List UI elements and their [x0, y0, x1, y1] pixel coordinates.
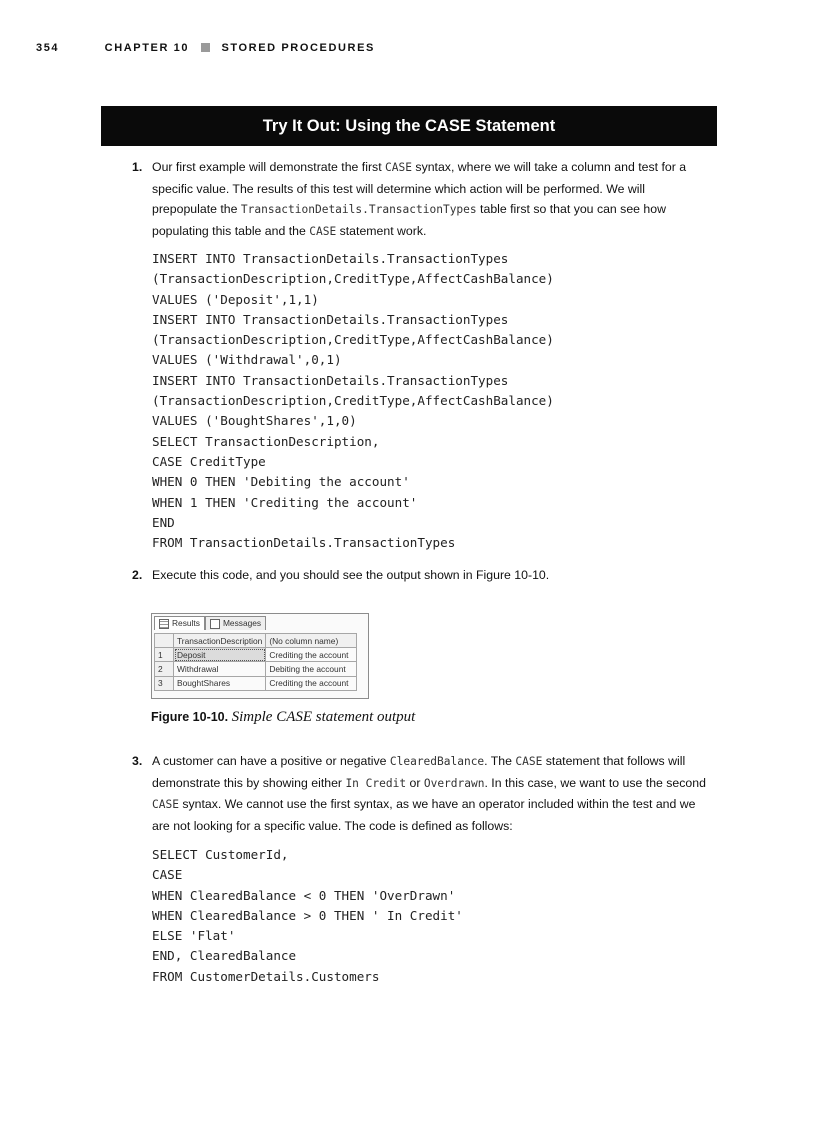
- table-cell[interactable]: Withdrawal: [174, 662, 266, 676]
- separator-square-icon: [201, 43, 210, 52]
- row-number-header: [155, 634, 174, 648]
- figure-caption: [151, 709, 415, 726]
- table-row[interactable]: [155, 676, 357, 690]
- column-header[interactable]: (No column name): [266, 634, 357, 648]
- step-2: [132, 565, 712, 587]
- tab-results-label: Results: [172, 618, 200, 628]
- text-run: A customer can have a positive or negative: [152, 754, 390, 768]
- tab-results[interactable]: [154, 616, 205, 630]
- inline-code: CASE: [515, 755, 543, 768]
- figure-caption-text: Simple CASE statement output: [231, 709, 416, 725]
- table-cell[interactable]: Debiting the account: [266, 662, 357, 676]
- grid-icon: [159, 619, 169, 629]
- step-text: [152, 157, 710, 242]
- text-run: syntax. We cannot use the first syntax, as we have an operator included within the test and we are not looking for a specific value. The code is defined as follows:: [152, 797, 696, 833]
- code-block-2: SELECT CustomerId, CASE WHEN ClearedBalance < 0 THEN 'OverDrawn' WHEN ClearedBalance > 0 THEN ' In Credit' ELSE 'Flat' END, ClearedBalance FROM CustomerDetails.Customers: [152, 847, 463, 984]
- text-run: Our first example will demonstrate the first: [152, 160, 386, 174]
- row-number: 1: [155, 648, 174, 662]
- text-run: table first so that you can see how populating this table and the: [152, 202, 666, 238]
- table-cell[interactable]: BoughtShares: [174, 676, 266, 690]
- tab-messages[interactable]: [205, 616, 266, 630]
- figure-label: Figure 10-10.: [151, 710, 229, 724]
- inline-code: ClearedBalance: [389, 755, 485, 768]
- row-number: 3: [155, 676, 174, 690]
- inline-code: CASE: [385, 161, 412, 174]
- inline-code: CASE: [152, 798, 179, 811]
- message-icon: [210, 619, 220, 629]
- inline-code: TransactionDetails.TransactionTypes: [240, 203, 477, 216]
- step-number: 3.: [132, 754, 143, 768]
- step-text: [152, 751, 710, 836]
- try-it-out-banner: [101, 106, 717, 146]
- results-grid-figure: [151, 613, 369, 699]
- page-number: 354: [36, 42, 60, 54]
- text-run: statement work.: [336, 223, 427, 238]
- section-label: STORED PROCEDURES: [221, 42, 375, 54]
- step-1: [132, 157, 712, 239]
- text-run: Execute this code, and you should see the output shown in Figure 10-10.: [152, 568, 550, 582]
- running-head: [36, 42, 375, 54]
- text-run: syntax, where we will take a column and test for a specific value. The results of this test will determine which action will be performed. We will prepopulate the: [152, 160, 687, 216]
- chapter-label: CHAPTER 10: [104, 42, 190, 54]
- step-text: [152, 565, 710, 586]
- step-3: [132, 751, 712, 835]
- table-cell[interactable]: Crediting the account: [266, 676, 357, 690]
- text-run: . The: [484, 754, 516, 768]
- table-row[interactable]: [155, 662, 357, 676]
- inline-code: Overdrawn: [423, 776, 485, 790]
- text-run: or: [406, 775, 424, 790]
- result-tabs: [154, 616, 266, 630]
- code-block-1: INSERT INTO TransactionDetails.TransactionTypes (TransactionDescription,CreditType,AffectCashBalance) VALUES ('Deposit',1,1) INSERT INTO TransactionDetails.TransactionTypes (TransactionDescription,CreditType,AffectCashBalance) VALUES ('Withdrawal',0,1) INSERT INTO TransactionDetails.TransactionTypes (TransactionDescription,CreditType,AffectCashBalance) VALUES ('BoughtShares',1,0) SELECT TransactionDescription, CASE CreditType WHEN 0 THEN 'Debiting the account' WHEN 1 THEN 'Crediting the account' END FROM TransactionDetails.TransactionTypes: [152, 251, 554, 551]
- inline-code: CASE: [309, 224, 337, 238]
- row-number: 2: [155, 662, 174, 676]
- text-run: . In this case, we want to use the second: [484, 775, 706, 790]
- header-row: [155, 634, 357, 648]
- text-run: statement that follows will demonstrate this by showing either: [152, 754, 686, 790]
- table-cell[interactable]: Deposit: [174, 648, 266, 662]
- tab-messages-label: Messages: [222, 618, 262, 628]
- banner-title: Try It Out: Using the CASE Statement: [262, 116, 556, 135]
- step-number: 1.: [132, 160, 143, 174]
- column-header[interactable]: TransactionDescription: [174, 634, 266, 648]
- table-cell[interactable]: Crediting the account: [266, 648, 357, 662]
- results-table: [154, 633, 357, 691]
- step-number: 2.: [132, 568, 143, 582]
- inline-code: In Credit: [345, 776, 407, 790]
- table-row[interactable]: [155, 648, 357, 662]
